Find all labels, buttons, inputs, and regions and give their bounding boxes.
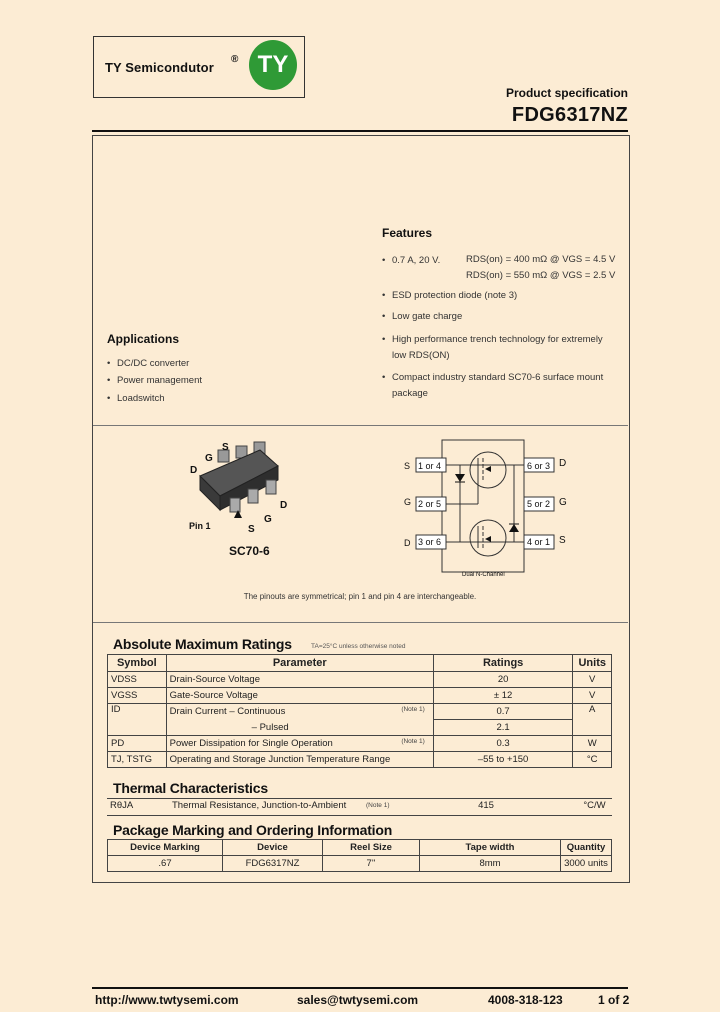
- schematic-pin-label: 2 or 5: [418, 499, 442, 509]
- note-ref: (Note 1): [401, 738, 425, 745]
- column-header: Device: [223, 840, 323, 856]
- schematic-caption: Dual N-Channel: [462, 572, 505, 578]
- divider: [93, 425, 628, 426]
- column-header: Quantity: [561, 840, 612, 856]
- amr-condition: TA=25°C unless otherwise noted: [311, 643, 406, 650]
- schematic-icon: [400, 436, 570, 586]
- package-marking-title: Package Marking and Ordering Information: [113, 822, 393, 838]
- table-row: [108, 704, 612, 720]
- note-ref: (Note 1): [366, 802, 390, 809]
- symbol-cell: TJ, TSTG: [108, 752, 167, 768]
- symbol-cell: VGSS: [108, 688, 167, 704]
- table-cell: .67: [108, 856, 223, 872]
- phone-number: 4008-318-123: [488, 993, 563, 1007]
- column-header: Device Marking: [108, 840, 223, 856]
- page-number: 1 of 2: [598, 993, 630, 1007]
- symbol-cell: ID: [108, 704, 167, 736]
- feature-detail: RDS(on) = 550 mΩ @ VGS = 2.5 V: [466, 270, 616, 281]
- features-title: Features: [382, 226, 433, 240]
- table-cell: FDG6317NZ: [223, 856, 323, 872]
- column-header: Ratings: [433, 655, 573, 672]
- feature-item: • ESD protection diode (note 3): [382, 290, 518, 301]
- column-header: Reel Size: [323, 840, 420, 856]
- column-header: Units: [573, 655, 612, 672]
- feature-detail: RDS(on) = 400 mΩ @ VGS = 4.5 V: [466, 254, 616, 265]
- pin1-label: Pin 1: [189, 521, 211, 531]
- rating-cell: 0.7: [433, 704, 573, 720]
- company-name: TY Semicondutor: [105, 60, 214, 75]
- feature-item: • Compact industry standard SC70-6 surface mount package: [382, 372, 604, 399]
- schematic-left-label: G: [404, 497, 412, 507]
- table-row: [108, 672, 612, 688]
- rating-cell: 20: [433, 672, 573, 688]
- schematic-pin-label: 1 or 4: [418, 461, 442, 471]
- unit-cell: W: [573, 736, 612, 752]
- column-header: Symbol: [108, 655, 167, 672]
- symbol-cell: VDSS: [108, 672, 167, 688]
- applications-title: Applications: [107, 332, 180, 346]
- pin-label-top: S: [222, 442, 229, 453]
- rating-cell: 0.3: [433, 736, 573, 752]
- product-spec-label: Product specification: [505, 86, 628, 100]
- unit-cell: °C: [573, 752, 612, 768]
- absolute-max-table: [107, 654, 612, 768]
- application-item: • DC/DC converter: [107, 358, 190, 369]
- company-logo: TY: [249, 40, 297, 90]
- schematic-left-label: D: [404, 538, 411, 548]
- symbol-cell: PD: [108, 736, 167, 752]
- thermal-title: Thermal Characteristics: [113, 780, 268, 796]
- table-row: [108, 752, 612, 768]
- table-cell: 8mm: [420, 856, 561, 872]
- table-row: [108, 720, 612, 736]
- schematic-pin-label: 4 or 1: [527, 537, 551, 547]
- pinout-note: The pinouts are symmetrical; pin 1 and pin 4 are interchangeable.: [243, 592, 477, 601]
- schematic-pin-label: 3 or 6: [418, 537, 442, 547]
- unit-cell: °C/W: [583, 800, 606, 811]
- schematic-right-label: S: [559, 535, 566, 546]
- parameter-cell: – Pulsed: [166, 720, 433, 736]
- schematic-pin-label: 6 or 3: [527, 461, 551, 471]
- table-cell: 3000 units: [561, 856, 612, 872]
- package-label: SC70-6: [229, 544, 270, 558]
- header-rule: [92, 130, 628, 132]
- registered-mark: ®: [231, 54, 239, 65]
- parameter-cell: Power Dissipation for Single Operation (Note 1): [166, 736, 433, 752]
- table-cell: 7'': [323, 856, 420, 872]
- pin-label-bottom: D: [280, 500, 288, 511]
- application-item: • Loadswitch: [107, 393, 165, 404]
- rating-cell: 415: [478, 800, 494, 811]
- unit-cell: V: [573, 688, 612, 704]
- symbol-cell: RθJA: [110, 800, 134, 811]
- schematic-left-label: S: [404, 461, 411, 471]
- parameter-cell: Operating and Storage Junction Temperature Range: [166, 752, 433, 768]
- pin-label-bottom: G: [264, 514, 272, 525]
- application-item: • Power management: [107, 375, 203, 386]
- footer-rule: [92, 987, 628, 989]
- divider: [93, 622, 628, 623]
- unit-cell: V: [573, 672, 612, 688]
- schematic-pin-label: 5 or 2: [527, 499, 551, 509]
- column-header: Tape width: [420, 840, 561, 856]
- website-link[interactable]: http://www.twtysemi.com: [95, 993, 239, 1007]
- schematic-right-label: G: [559, 497, 567, 508]
- amr-title: Absolute Maximum Ratings: [113, 636, 292, 652]
- table-row: [108, 688, 612, 704]
- note-ref: (Note 1): [401, 706, 425, 713]
- parameter-cell: Thermal Resistance, Junction-to-Ambient: [172, 800, 347, 811]
- schematic-right-label: D: [559, 458, 567, 469]
- thermal-row: [107, 798, 612, 816]
- parameter-cell: Drain Current – Continuous (Note 1): [166, 704, 433, 720]
- table-row: [108, 856, 612, 872]
- feature-item: • High performance trench technology for extremely low RDS(ON): [382, 334, 603, 361]
- package-marking-table: [107, 839, 612, 872]
- pin-label-top: D: [190, 465, 198, 476]
- column-header: Parameter: [166, 655, 433, 672]
- feature-item: • 0.7 A, 20 V.: [382, 255, 441, 266]
- pin-label-bottom: S: [248, 524, 255, 535]
- parameter-cell: Gate-Source Voltage: [166, 688, 433, 704]
- dual-nchannel-schematic: [400, 436, 570, 586]
- email-link[interactable]: sales@twtysemi.com: [297, 993, 419, 1007]
- pin-label-top: G: [205, 453, 213, 464]
- rating-cell: –55 to +150: [433, 752, 573, 768]
- rating-cell: 2.1: [433, 720, 573, 736]
- table-row: [108, 736, 612, 752]
- part-number: FDG6317NZ: [511, 104, 628, 126]
- rating-cell: ± 12: [433, 688, 573, 704]
- unit-cell: A: [573, 704, 612, 736]
- feature-item: • Low gate charge: [382, 311, 463, 322]
- parameter-cell: Drain-Source Voltage: [166, 672, 433, 688]
